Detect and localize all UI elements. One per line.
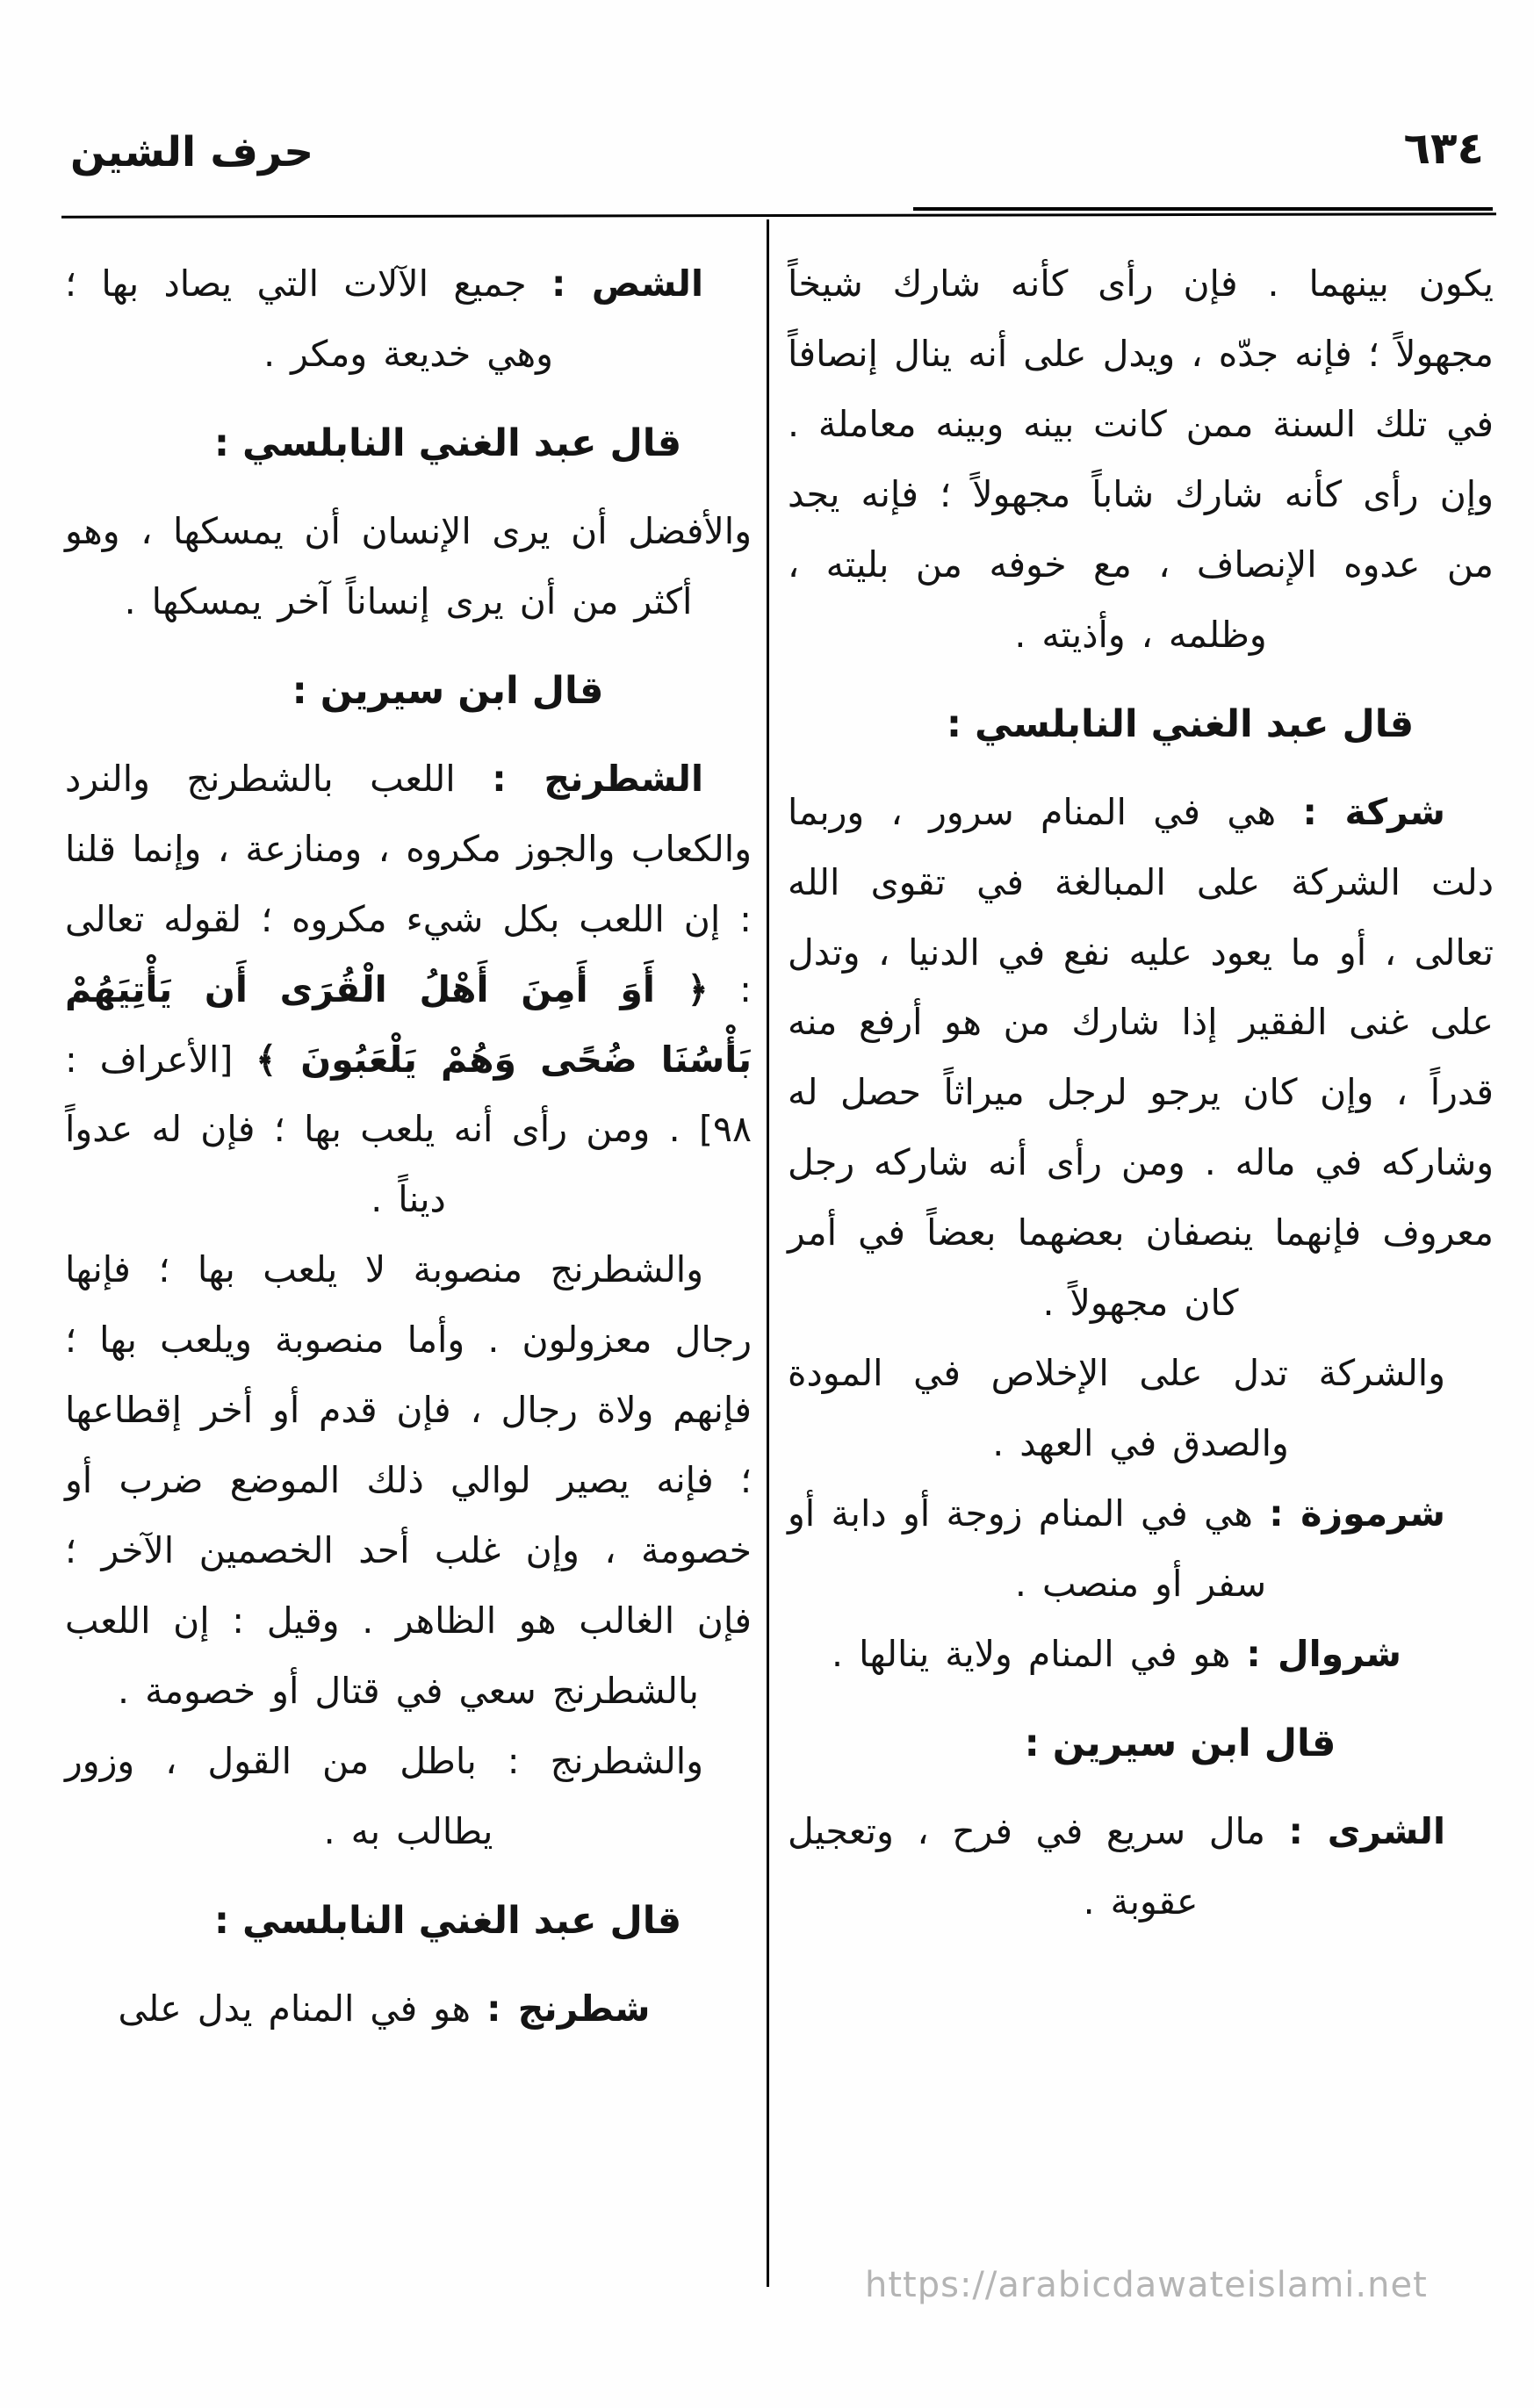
paragraph-text: جميع الآلات التي يصاد بها ؛ وهي خديعة ومكر . [65,262,553,375]
entry-term: الشرى : [1288,1809,1446,1852]
right-column [788,249,1494,1937]
entry-term: شروال : [1246,1632,1401,1675]
paragraph-text: والشطرنج : باطل من القول ، وزور يطالب به . [65,1739,703,1852]
paragraph-text: هي في المنام زوجة أو دابة أو سفر أو منصب . [788,1492,1270,1605]
entry-paragraph [65,1727,752,1867]
section-heading: قال عبد الغني النابلسي : [946,701,1415,746]
entry-paragraph [788,1339,1494,1479]
page-number: ٦٣٤ [1403,123,1484,174]
watermark-url: https://arabicdawateislami.net [865,2265,1428,2305]
header-rule [61,212,1496,218]
entry-term: الشص : [551,262,704,305]
entry-term: شركة : [1302,790,1445,833]
entry-term: شطرنج : [486,1987,651,2030]
entry-paragraph [65,249,752,390]
entry-paragraph [65,497,752,637]
section-heading: قال ابن سيرين : [292,668,604,713]
entry-paragraph [65,744,752,1236]
section-heading: قال عبد الغني النابلسي : [213,421,682,465]
header-rule-heavy-segment [913,207,1493,211]
entry-paragraph [65,1974,752,2045]
entry-term: الشطرنج : [492,757,703,800]
entry-term: شرموزة : [1269,1492,1445,1535]
entry-paragraph [788,1797,1494,1937]
paragraph-text: والأفضل أن يرى الإنسان أن يمسكها ، وهو أكثر من أن يرى إنساناً آخر يمسكها . [65,509,752,622]
chapter-title: حرف الشين [70,128,314,176]
paragraph-text: والشركة تدل على الإخلاص في المودة والصدق في العهد . [788,1352,1445,1465]
paragraph-text: مال سريع في فرح ، وتعجيل عقوبة . [788,1809,1289,1923]
section-heading: قال ابن سيرين : [1024,1721,1336,1765]
paragraph-text: هي في المنام سرور ، وربما دلت الشركة على المبالغة في تقوى الله تعالى ، أو ما يعود عليه نفع في الدنيا ، وتدل على غنى الفقير إذا شارك من هو أرفع منه قدراً ، وإن كان يرجو لرجل ميراثاً حصل له وشاركه في ماله . ومن رأى أنه شاركه رجل معروف فإنهما ينصفان بعضهما بعضاً في أمر كان مجهولاً . [788,790,1494,1325]
paragraph-text: هو في المنام يدل على [118,1987,487,2030]
entry-paragraph [788,249,1494,671]
entry-paragraph [788,1620,1494,1690]
left-column [65,249,752,2045]
entry-paragraph [788,1479,1494,1620]
entry-paragraph [788,778,1494,1340]
paragraph-text: [الأعراف : ٩٨] . ومن رأى أنه يلعب بها ؛ فإن له عدواً ديناً . [65,1038,752,1221]
paragraph-text: يكون بينهما . فإن رأى كأنه شارك شيخاً مجهولاً ؛ فإنه جدّه ، ويدل على أنه ينال إنصافاً في تلك السنة ممن كانت بينه وبينه معاملة . وإن رأى كأنه شارك شاباً مجهولاً ؛ فإنه يجد من عدوه الإنصاف ، مع خوفه من بليته ، وظلمه ، وأذيته . [788,262,1494,656]
entry-paragraph [65,1235,752,1727]
paragraph-text: اللعب بالشطرنج والنرد والكعاب والجوز مكروه ، ومنازعة ، وإنما قلنا : إن اللعب بكل شيء مكروه ؛ لقوله تعالى : [65,757,752,1010]
paragraph-text: هو في المنام ولاية ينالها . [832,1632,1247,1675]
quran-verse: ﴿ أَوَ أَمِنَ أَهْلُ الْقُرَى أَن يَأْتِيَهُمْ بَأْسُنَا ضُحًى وَهُمْ يَلْعَبُونَ ﴾ [65,967,752,1081]
section-heading: قال عبد الغني النابلسي : [213,1898,682,1943]
paragraph-text: والشطرنج منصوبة لا يلعب بها ؛ فإنها رجال معزولون . وأما منصوبة ويلعب بها ؛ فإنهم ولاة رجال ، فإن قدم أو أخر إقطاعها ؛ فإنه يصير لوالي ذلك الموضع ضرب أو خصومة ، وإن غلب أحد الخصمين الآخر ؛ فإن الغالب هو الظاهر . وقيل : إن اللعب بالشطرنج سعي في قتال أو خصومة . [65,1248,752,1712]
column-divider-rule [767,219,769,2287]
